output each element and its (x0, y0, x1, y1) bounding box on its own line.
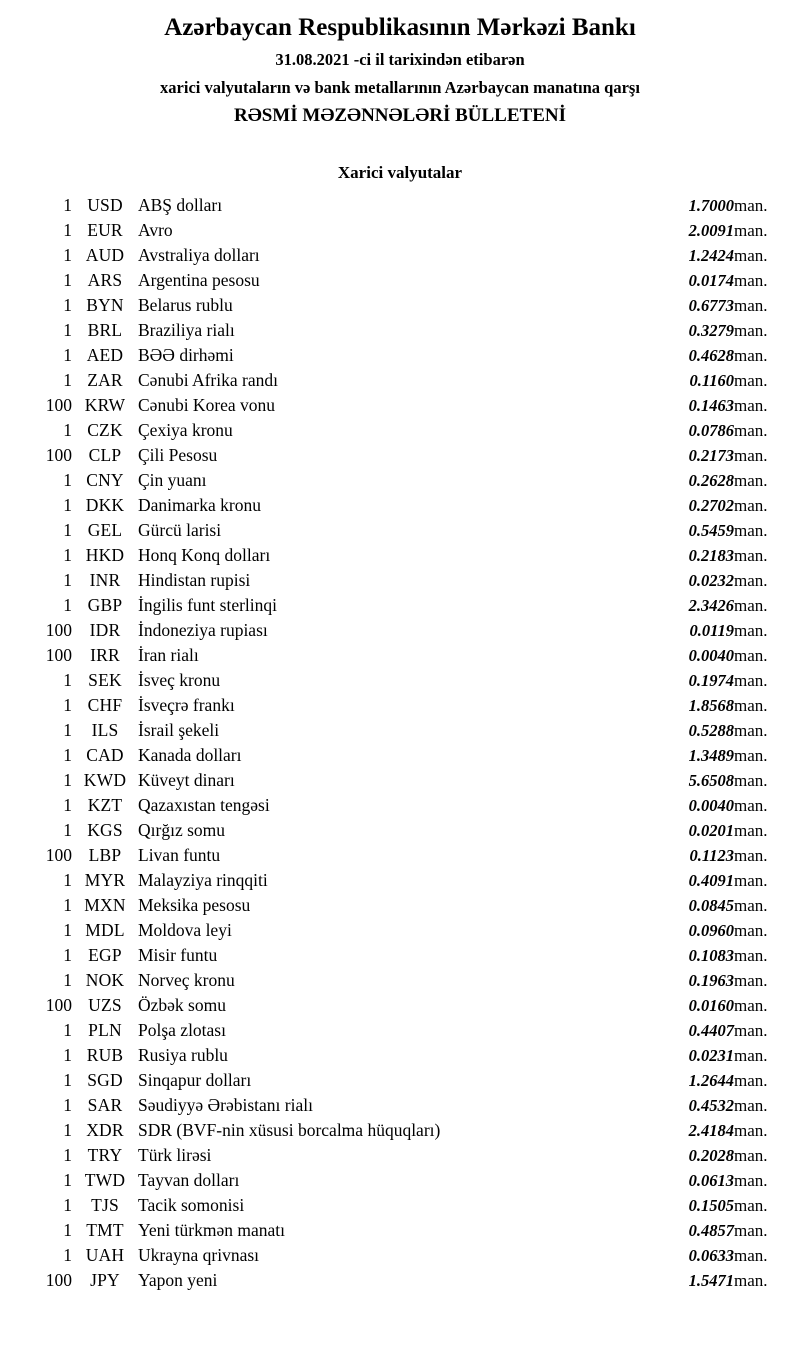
rate-currency-code: JPY (90, 1269, 120, 1290)
rate-currency-code: UAH (85, 1244, 125, 1265)
rate-value: 0.0040 (688, 645, 734, 665)
rate-value: 0.0786 (688, 420, 734, 440)
rate-currency-code: RUB (86, 1044, 124, 1065)
rate-quantity: 1 (63, 519, 72, 540)
rate-value: 0.5288 (688, 720, 734, 740)
rate-currency-name: Livan funtu (138, 844, 221, 865)
table-row (0, 468, 800, 493)
rate-unit: man. (734, 595, 768, 615)
rate-currency-code: GBP (87, 594, 123, 615)
rate-value: 0.4532 (688, 1095, 734, 1115)
rate-currency-name: İran rialı (138, 644, 199, 665)
rate-currency-name: İndoneziya rupiası (138, 619, 268, 640)
rate-currency-name: Hindistan rupisi (138, 569, 251, 590)
rate-value: 0.3279 (688, 320, 734, 340)
rate-value: 0.6773 (688, 295, 734, 315)
rate-quantity: 1 (63, 369, 72, 390)
rate-currency-code: AUD (85, 244, 125, 265)
table-row (0, 243, 800, 268)
rate-unit: man. (734, 420, 768, 440)
rate-unit: man. (734, 795, 768, 815)
rate-quantity: 1 (63, 869, 72, 890)
rate-value: 0.0040 (688, 795, 734, 815)
rate-value: 5.6508 (688, 770, 734, 790)
rate-unit: man. (734, 1145, 768, 1165)
rate-unit: man. (734, 820, 768, 840)
table-row (0, 668, 800, 693)
rate-value: 0.4628 (688, 345, 734, 365)
rate-currency-code: LBP (88, 844, 122, 865)
table-row (0, 218, 800, 243)
table-row (0, 893, 800, 918)
rate-currency-name: Argentina pesosu (138, 269, 260, 290)
rate-quantity: 1 (63, 769, 72, 790)
rate-value: 0.0232 (688, 570, 734, 590)
rate-unit: man. (734, 1170, 768, 1190)
rate-unit: man. (734, 670, 768, 690)
rate-currency-name: Çin yuanı (138, 469, 207, 490)
rate-currency-name: Danimarka kronu (138, 494, 261, 515)
rate-currency-code: DKK (85, 494, 125, 515)
rate-quantity: 1 (63, 569, 72, 590)
rate-unit: man. (734, 920, 768, 940)
rate-currency-code: KZT (87, 794, 123, 815)
table-row (0, 868, 800, 893)
rate-quantity: 100 (45, 994, 72, 1015)
rate-quantity: 1 (63, 794, 72, 815)
rate-currency-code: XDR (86, 1119, 124, 1140)
rate-currency-code: MYR (84, 869, 126, 890)
rate-currency-code: SGD (87, 1069, 123, 1090)
rate-currency-name: Türk lirəsi (138, 1144, 212, 1165)
rate-quantity: 1 (63, 919, 72, 940)
rate-quantity: 100 (45, 444, 72, 465)
rate-currency-name: Yeni türkmən manatı (138, 1219, 285, 1240)
rate-currency-code: KGS (87, 819, 123, 840)
rate-currency-code: CAD (86, 744, 124, 765)
rate-quantity: 100 (45, 1269, 72, 1290)
rate-currency-code: HKD (85, 544, 125, 565)
rate-currency-code: TWD (84, 1169, 126, 1190)
rate-unit: man. (734, 345, 768, 365)
rate-quantity: 100 (45, 619, 72, 640)
table-row (0, 1243, 800, 1268)
table-row (0, 843, 800, 868)
table-row (0, 368, 800, 393)
rate-unit: man. (734, 745, 768, 765)
rate-quantity: 1 (63, 319, 72, 340)
rate-currency-name: Braziliya rialı (138, 319, 235, 340)
rate-currency-code: PLN (88, 1019, 122, 1040)
rate-currency-code: CNY (86, 469, 124, 490)
rate-value: 2.0091 (688, 220, 734, 240)
rate-unit: man. (734, 1245, 768, 1265)
rate-value: 0.4091 (688, 870, 734, 890)
table-row (0, 1093, 800, 1118)
rate-currency-code: TMT (86, 1219, 124, 1240)
rate-value: 0.0119 (689, 620, 734, 640)
rate-value: 0.0960 (688, 920, 734, 940)
rate-currency-name: Norveç kronu (138, 969, 235, 990)
rate-currency-code: TJS (91, 1194, 119, 1215)
rate-currency-code: UZS (88, 994, 122, 1015)
rate-quantity: 1 (63, 1019, 72, 1040)
rate-currency-name: Belarus rublu (138, 294, 233, 315)
rate-currency-code: MXN (84, 894, 126, 915)
page-title: Azərbaycan Respublikasının Mərkəzi Bankı (164, 14, 636, 41)
rate-currency-code: CZK (87, 419, 123, 440)
rate-quantity: 1 (63, 694, 72, 715)
rate-currency-name: İsveç kronu (138, 669, 221, 690)
rate-currency-name: Gürcü larisi (138, 519, 222, 540)
rate-currency-name: Misir funtu (138, 944, 218, 965)
rate-currency-name: Özbək somu (138, 994, 226, 1015)
rate-currency-code: EUR (87, 219, 123, 240)
table-row (0, 793, 800, 818)
rate-currency-name: Çexiya kronu (138, 419, 233, 440)
rate-unit: man. (734, 195, 768, 215)
table-row (0, 268, 800, 293)
rate-quantity: 1 (63, 469, 72, 490)
rate-value: 0.4857 (688, 1220, 734, 1240)
rate-unit: man. (734, 945, 768, 965)
rate-unit: man. (734, 995, 768, 1015)
rate-value: 0.0231 (688, 1045, 734, 1065)
rate-unit: man. (734, 1120, 768, 1140)
rate-value: 0.1160 (689, 370, 734, 390)
rate-currency-name: Sinqapur dolları (138, 1069, 252, 1090)
table-row (0, 493, 800, 518)
rate-unit: man. (734, 1270, 768, 1290)
rate-unit: man. (734, 870, 768, 890)
table-row (0, 918, 800, 943)
rate-quantity: 1 (63, 944, 72, 965)
rate-currency-name: İsveçrə frankı (138, 694, 235, 715)
rate-quantity: 1 (63, 1144, 72, 1165)
rate-currency-name: Rusiya rublu (138, 1044, 228, 1065)
rate-currency-name: Ukrayna qrivnası (138, 1244, 260, 1265)
rate-currency-name: Səudiyyə Ərəbistanı rialı (138, 1094, 313, 1115)
rate-currency-code: SEK (88, 669, 122, 690)
rate-value: 0.2183 (688, 545, 734, 565)
table-row (0, 593, 800, 618)
rate-value: 2.4184 (688, 1120, 734, 1140)
rate-currency-code: TRY (87, 1144, 123, 1165)
table-row (0, 443, 800, 468)
rate-unit: man. (734, 295, 768, 315)
table-row (0, 943, 800, 968)
rate-currency-name: BƏƏ dirhəmi (138, 344, 234, 365)
rate-unit: man. (734, 495, 768, 515)
rate-currency-code: ARS (87, 269, 123, 290)
rate-value: 0.0160 (688, 995, 734, 1015)
rate-value: 0.5459 (688, 520, 734, 540)
rate-value: 1.2644 (688, 1070, 734, 1090)
table-row (0, 618, 800, 643)
rate-currency-code: AED (86, 344, 124, 365)
rate-value: 0.2028 (688, 1145, 734, 1165)
table-row (0, 418, 800, 443)
rate-unit: man. (734, 245, 768, 265)
rate-value: 0.0845 (688, 895, 734, 915)
rate-quantity: 1 (63, 594, 72, 615)
rate-quantity: 1 (63, 1119, 72, 1140)
rate-currency-name: Kanada dolları (138, 744, 242, 765)
rate-unit: man. (734, 520, 768, 540)
rate-currency-name: Tacik somonisi (138, 1194, 245, 1215)
rate-currency-code: INR (89, 569, 121, 590)
rate-currency-name: Honq Konq dolları (138, 544, 271, 565)
rate-value: 0.1505 (688, 1195, 734, 1215)
rate-value: 0.2173 (688, 445, 734, 465)
rate-unit: man. (734, 220, 768, 240)
rate-currency-code: IRR (90, 644, 120, 665)
table-row (0, 318, 800, 343)
table-row (0, 1193, 800, 1218)
rate-value: 0.1123 (689, 845, 734, 865)
rate-unit: man. (734, 1095, 768, 1115)
rate-unit: man. (734, 1020, 768, 1040)
rate-currency-name: Malayziya rinqqiti (138, 869, 268, 890)
table-row (0, 1118, 800, 1143)
rate-quantity: 1 (63, 244, 72, 265)
rate-unit: man. (734, 970, 768, 990)
section-title-foreign-currencies: Xarici valyutalar (337, 162, 463, 182)
rate-currency-name: Cənubi Afrika randı (138, 369, 278, 390)
rate-unit: man. (734, 895, 768, 915)
rate-currency-name: ABŞ dolları (138, 194, 223, 215)
rate-quantity: 1 (63, 294, 72, 315)
rate-value: 0.1963 (688, 970, 734, 990)
rate-unit: man. (734, 395, 768, 415)
rate-unit: man. (734, 445, 768, 465)
currency-rates-body (0, 193, 800, 1293)
rate-unit: man. (734, 845, 768, 865)
rate-unit: man. (734, 370, 768, 390)
rate-quantity: 1 (63, 719, 72, 740)
rate-currency-name: Qazaxıstan tengəsi (138, 794, 270, 815)
rate-quantity: 1 (63, 494, 72, 515)
table-row (0, 718, 800, 743)
rate-quantity: 1 (63, 1069, 72, 1090)
rate-value: 0.1463 (688, 395, 734, 415)
rate-currency-name: Çili Pesosu (138, 444, 218, 465)
rate-value: 1.5471 (688, 1270, 734, 1290)
rate-quantity: 1 (63, 819, 72, 840)
rate-currency-code: KRW (84, 394, 126, 415)
rate-currency-name: Avro (138, 219, 173, 240)
rate-quantity: 1 (63, 1044, 72, 1065)
rate-quantity: 1 (63, 194, 72, 215)
table-row (0, 768, 800, 793)
table-row (0, 543, 800, 568)
rate-currency-code: EGP (88, 944, 122, 965)
rate-currency-code: BYN (86, 294, 124, 315)
rate-value: 1.3489 (688, 745, 734, 765)
rate-currency-name: Küveyt dinarı (138, 769, 235, 790)
rate-currency-code: CHF (87, 694, 123, 715)
rate-value: 0.2628 (688, 470, 734, 490)
rate-unit: man. (734, 545, 768, 565)
bulletin-heading: RƏSMİ MƏZƏNNƏLƏRİ BÜLLETENİ (233, 105, 566, 127)
rate-value: 1.7000 (688, 195, 734, 215)
table-row (0, 568, 800, 593)
rate-currency-name: Avstraliya dolları (138, 244, 260, 265)
table-row (0, 1043, 800, 1068)
rate-currency-code: SAR (87, 1094, 123, 1115)
rate-currency-name: Moldova leyi (138, 919, 232, 940)
rate-currency-code: USD (87, 194, 123, 215)
rate-unit: man. (734, 1195, 768, 1215)
rate-unit: man. (734, 1070, 768, 1090)
rate-unit: man. (734, 620, 768, 640)
rate-quantity: 1 (63, 894, 72, 915)
table-row (0, 393, 800, 418)
table-row (0, 1018, 800, 1043)
table-row (0, 193, 800, 218)
rate-quantity: 1 (63, 1094, 72, 1115)
rate-quantity: 1 (63, 1169, 72, 1190)
rate-currency-name: Meksika pesosu (138, 894, 251, 915)
rate-unit: man. (734, 770, 768, 790)
rate-unit: man. (734, 720, 768, 740)
rate-quantity: 100 (45, 394, 72, 415)
rate-currency-code: KWD (83, 769, 127, 790)
table-row (0, 818, 800, 843)
table-row (0, 743, 800, 768)
rate-currency-name: Qırğız somu (138, 819, 226, 840)
rate-quantity: 1 (63, 219, 72, 240)
rate-currency-code: NOK (85, 969, 125, 990)
rate-unit: man. (734, 570, 768, 590)
rate-unit: man. (734, 1220, 768, 1240)
rate-value: 0.0613 (688, 1170, 734, 1190)
table-row (0, 518, 800, 543)
table-row (0, 643, 800, 668)
rate-currency-name: İngilis funt sterlinqi (138, 594, 278, 615)
rate-currency-code: ZAR (87, 369, 123, 390)
rate-currency-name: Tayvan dolları (138, 1169, 240, 1190)
rate-value: 0.2702 (688, 495, 734, 515)
rate-quantity: 1 (63, 544, 72, 565)
rate-quantity: 1 (63, 1194, 72, 1215)
rate-currency-code: GEL (87, 519, 123, 540)
table-row (0, 1218, 800, 1243)
table-row (0, 1168, 800, 1193)
table-row (0, 968, 800, 993)
rate-unit: man. (734, 1045, 768, 1065)
rate-value: 0.0174 (688, 270, 734, 290)
table-row (0, 693, 800, 718)
rate-currency-name: İsrail şekeli (138, 719, 220, 740)
rate-quantity: 1 (63, 269, 72, 290)
document-subtitle: xarici valyutaların və bank metallarının Azərbaycan manatına qarşı (160, 77, 640, 97)
rate-currency-code: CLP (88, 444, 122, 465)
rate-quantity: 1 (63, 1219, 72, 1240)
rate-quantity: 1 (63, 744, 72, 765)
rate-quantity: 100 (45, 644, 72, 665)
rate-currency-code: IDR (89, 619, 121, 640)
rate-value: 0.0633 (688, 1245, 734, 1265)
rate-currency-code: MDL (85, 919, 125, 940)
rate-quantity: 1 (63, 1244, 72, 1265)
rate-currency-name: Yapon yeni (138, 1269, 218, 1290)
table-row (0, 343, 800, 368)
currency-rates-table (0, 193, 800, 1293)
rate-value: 0.1974 (688, 670, 734, 690)
rate-quantity: 1 (63, 669, 72, 690)
table-row (0, 993, 800, 1018)
rate-currency-code: ILS (91, 719, 119, 740)
rate-currency-name: Cənubi Korea vonu (138, 394, 276, 415)
rate-value: 0.1083 (688, 945, 734, 965)
rate-quantity: 1 (63, 419, 72, 440)
rate-quantity: 1 (63, 344, 72, 365)
rate-unit: man. (734, 270, 768, 290)
rate-currency-name: SDR (BVF-nin xüsusi borcalma hüquqları) (138, 1119, 441, 1140)
effective-date-line: 31.08.2021 -ci il tarixindən etibarən (275, 50, 525, 70)
rate-value: 0.4407 (688, 1020, 734, 1040)
rate-unit: man. (734, 470, 768, 490)
rate-unit: man. (734, 645, 768, 665)
rate-unit: man. (734, 320, 768, 340)
rate-quantity: 1 (63, 969, 72, 990)
table-row (0, 1068, 800, 1093)
rate-quantity: 100 (45, 844, 72, 865)
rate-currency-code: BRL (87, 319, 123, 340)
rate-value: 1.8568 (688, 695, 734, 715)
table-row (0, 293, 800, 318)
document-header (0, 12, 800, 129)
rate-unit: man. (734, 695, 768, 715)
rate-currency-name: Polşa zlotası (138, 1019, 226, 1040)
rate-value: 1.2424 (688, 245, 734, 265)
table-row (0, 1143, 800, 1168)
table-row (0, 1268, 800, 1293)
rate-value: 2.3426 (688, 595, 734, 615)
rate-value: 0.0201 (688, 820, 734, 840)
